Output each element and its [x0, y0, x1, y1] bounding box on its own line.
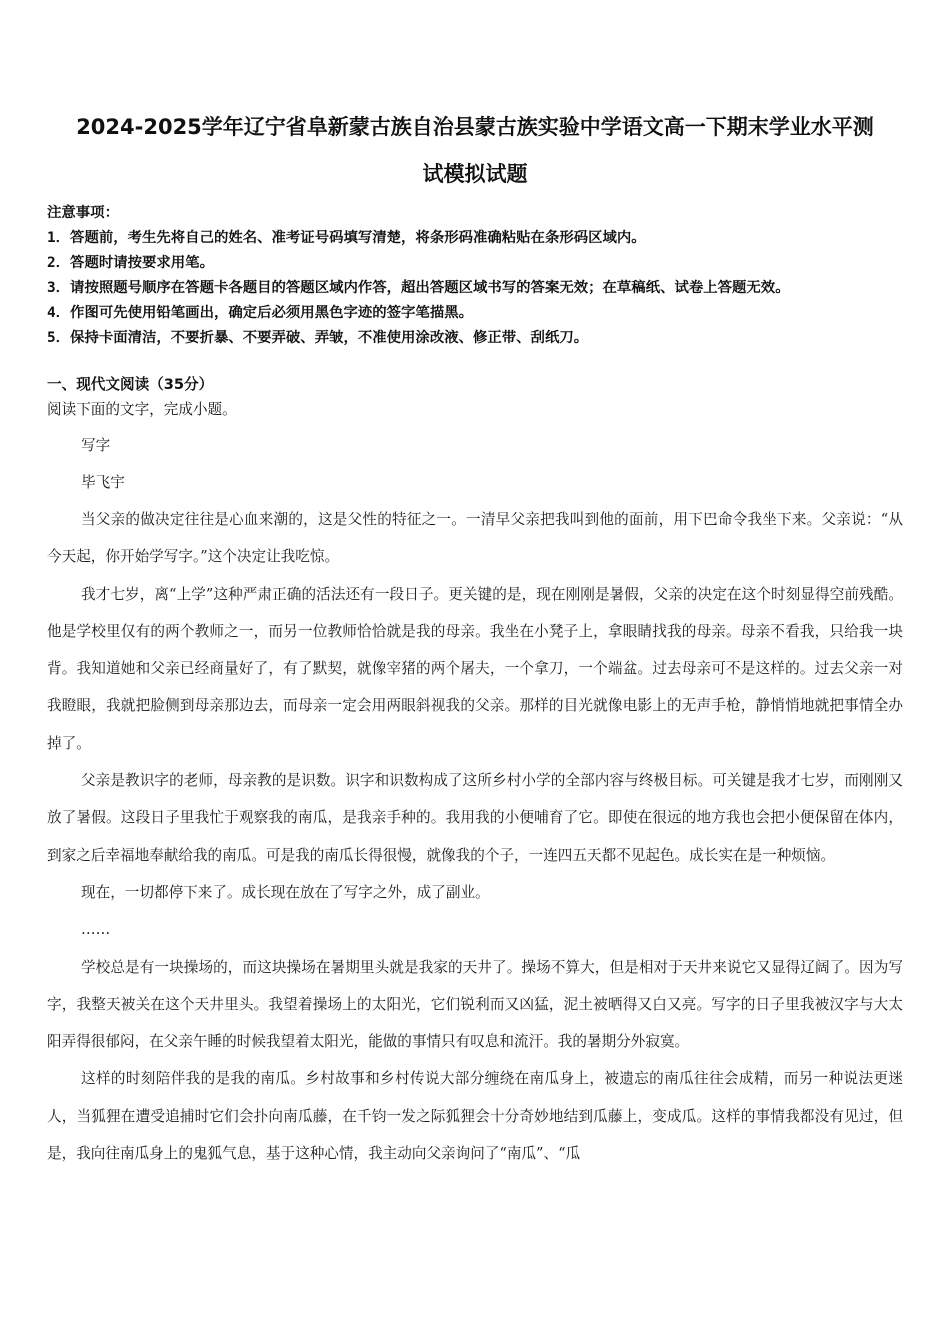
notes-item: 2．答题时请按要求用笔。	[47, 255, 214, 271]
article-paragraph: 我才七岁，离“上学”这种严肃正确的活法还有一段日子。更关键的是，现在刚刚是暑假，父亲的决定在这个时刻显得空前残酷。他是学校里仅有的两个教师之一，而另一位教师恰恰就是我的母亲。我坐在小凳子上，拿眼睛找我的母亲。母亲不看我，只给我一块背。我知道她和父亲已经商量好了，有了默契，就像宰猪的两个屠夫，一个拿刀，一个端盆。过去母亲可不是这样的。过去父亲一对我瞪眼，我就把脸侧到母亲那边去，而母亲一定会用两眼斜视我的父亲。那样的目光就像电影上的无声手枪，静悄悄地就把事情全办掉了。	[47, 585, 903, 752]
article-paragraph: 这样的时刻陪伴我的是我的南瓜。乡村故事和乡村传说大部分缠绕在南瓜身上，被遗忘的南瓜往往会成精，而另一种说法更迷人，当狐狸在遭受追捕时它们会扑向南瓜藤，在千钧一发之际狐狸会十分奇妙地结到瓜藤上，变成瓜。这样的事情我都没有见过，但是，我向往南瓜身上的鬼狐气息，基于这种心情，我主动向父亲询问了“南瓜”、“瓜	[47, 1070, 903, 1163]
notes-item: 3．请按照题号顺序在答题卡各题目的答题区域内作答，超出答题区域书写的答案无效；在草稿纸、试卷上答题无效。	[47, 280, 790, 296]
document-title-line-2: 试模拟试题	[422, 162, 528, 186]
document-title-line-1: 2024-2025学年辽宁省阜新蒙古族自治县蒙古族实验中学语文高一下期末学业水平测	[76, 115, 874, 139]
notes-block	[47, 201, 903, 351]
article-paragraph: 父亲是教识字的老师，母亲教的是识数。识字和识数构成了这所乡村小学的全部内容与终极目标。可关键是我才七岁，而刚刚又放了暑假。这段日子里我忙于观察我的南瓜，是我亲手种的。我用我的小便哺育了它。即使在很远的地方我也会把小便保留在体内，到家之后幸福地奉献给我的南瓜。可是我的南瓜长得很慢，就像我的个子，一连四五天都不见起色。成长实在是一种烦恼。	[47, 772, 903, 864]
article-paragraph: 现在，一切都停下来了。成长现在放在了写字之外，成了副业。	[81, 883, 490, 901]
notes-item: 5．保持卡面清洁，不要折暴、不要弄破、弄皱，不准使用涂改液、修正带、刮纸刀。	[47, 330, 589, 346]
article-title: 写字	[81, 437, 111, 454]
notes-heading: 注意事项：	[47, 205, 119, 221]
section-heading: 一、现代文阅读（35分）	[47, 376, 214, 393]
section-instruction: 阅读下面的文字，完成小题。	[47, 401, 237, 418]
article-ellipsis: ……	[81, 921, 111, 939]
article-paragraph: 学校总是有一块操场的，而这块操场在暑期里头就是我家的天井了。操场不算大，但是相对于天井来说它又显得辽阔了。因为写字，我整天被关在这个天井里头。我望着操场上的太阳光，它们锐利而又凶猛，泥土被晒得又白又亮。写字的日子里我被汉字与大太阳弄得很郁闷，在父亲午睡的时候我望着太阳光，能做的事情只有叹息和流汗。我的暑期分外寂寞。	[47, 958, 903, 1051]
notes-item: 1．答题前，考生先将自己的姓名、准考证号码填写清楚，将条形码准确粘贴在条形码区域内。	[47, 230, 646, 246]
notes-item: 4．作图可先使用铅笔画出，确定后必须用黑色字迹的签字笔描黑。	[47, 305, 473, 321]
article-author: 毕飞宇	[81, 474, 125, 491]
reading-passage	[47, 427, 903, 1172]
article-paragraph: 当父亲的做决定往往是心血来潮的，这是父性的特征之一。一清早父亲把我叫到他的面前，用下巴命令我坐下来。父亲说：“从今天起，你开始学写字。”这个决定让我吃惊。	[47, 511, 903, 566]
